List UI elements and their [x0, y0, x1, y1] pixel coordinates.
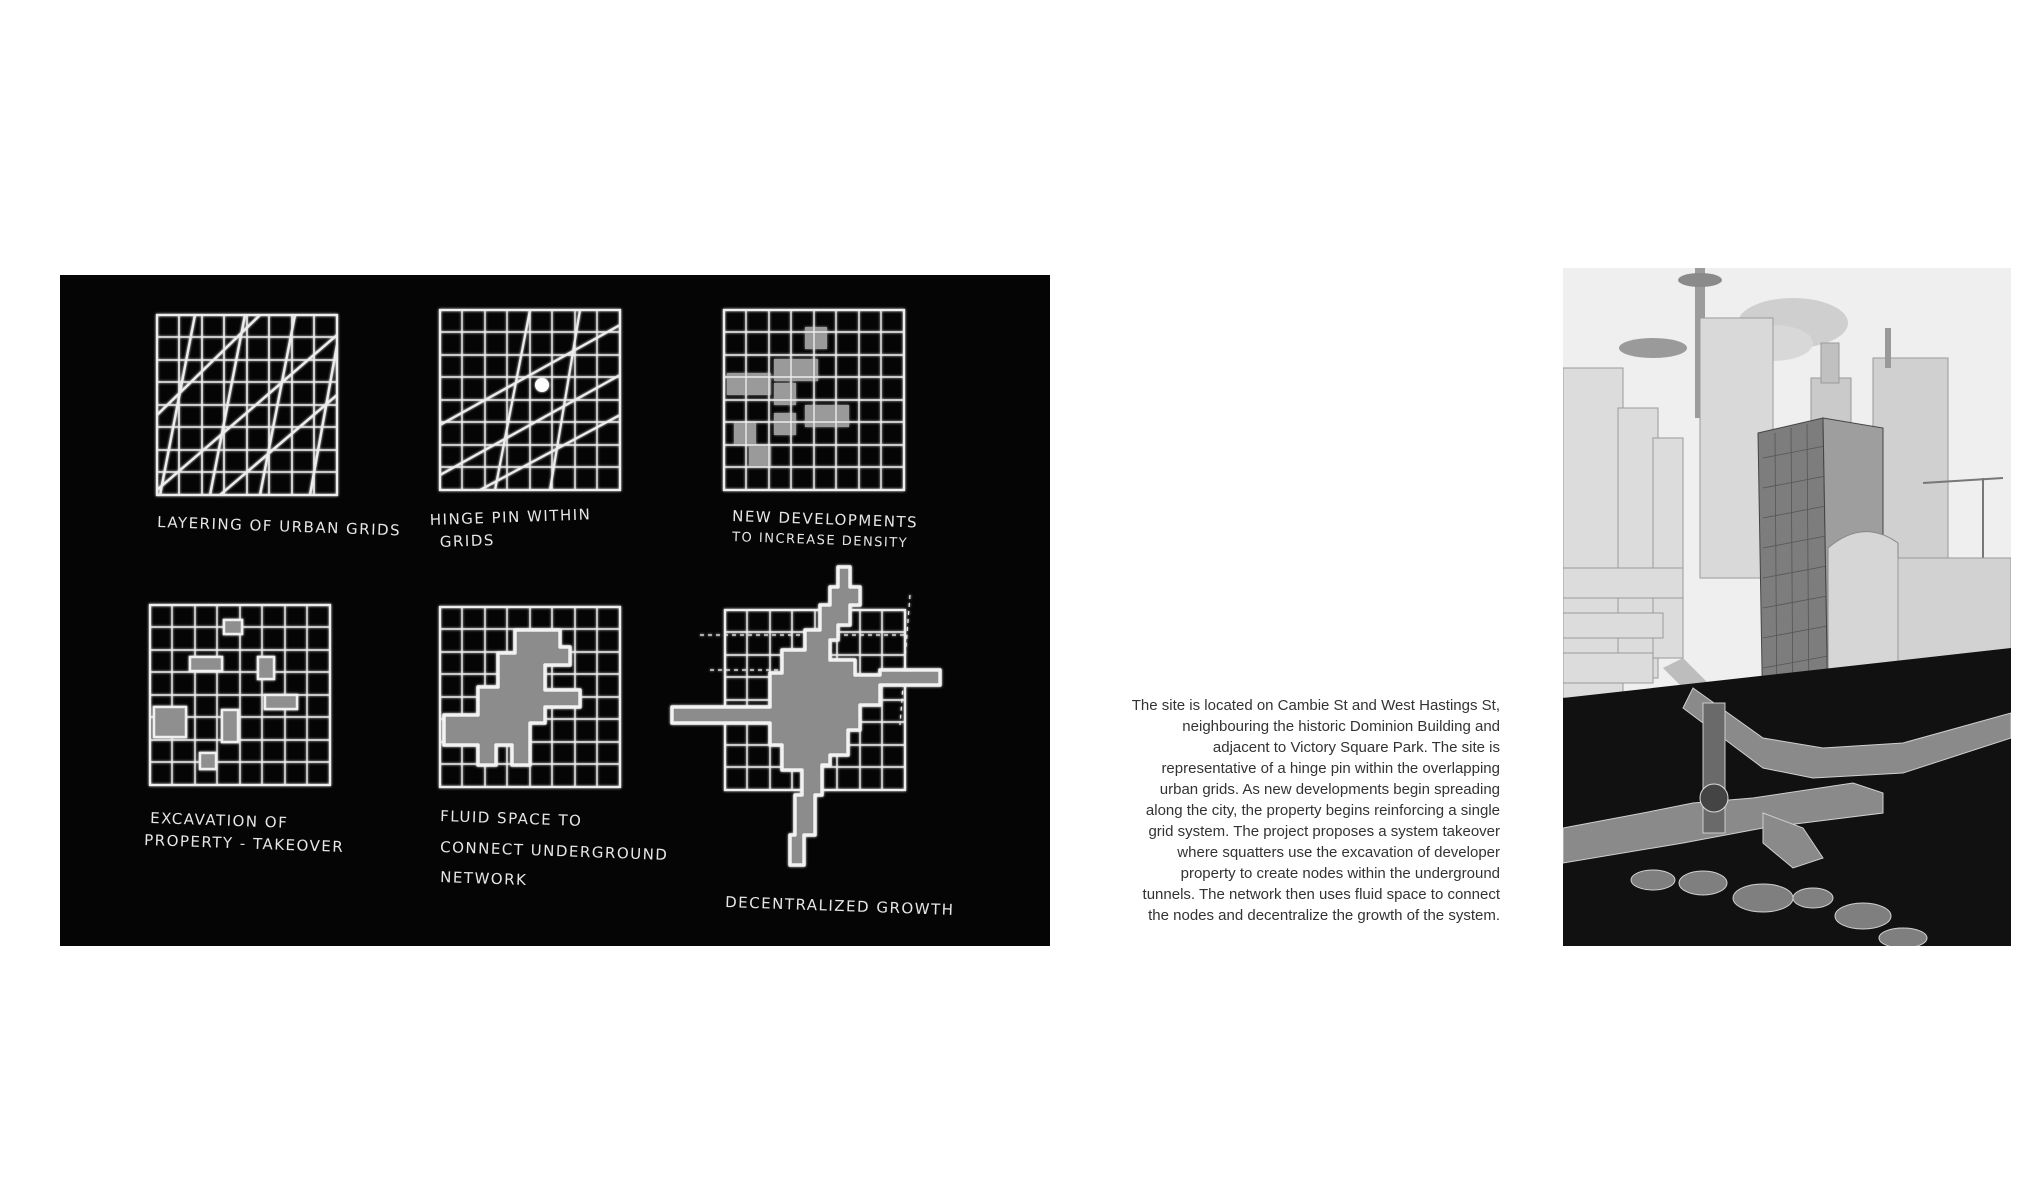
grid-diagrams-svg [60, 275, 1050, 946]
diagram-layering-grids [157, 315, 337, 495]
render-illustration [1563, 268, 2011, 946]
caption-new-developments-1: NEW DEVELOPMENTS [731, 507, 919, 532]
diagram-excavation [150, 605, 330, 785]
caption-decentralized-growth: DECENTRALIZED GROWTH [724, 893, 955, 920]
diagram-new-developments [724, 310, 904, 490]
diagram-hinge-pin [440, 310, 620, 490]
caption-layering: LAYERING OF URBAN GRIDS [156, 513, 402, 540]
caption-fluid-space-3: NETWORK [439, 868, 528, 890]
caption-excavation-1: EXCAVATION OF [149, 809, 289, 832]
perspective-section-render [1563, 268, 2011, 946]
project-description: The site is located on Cambie St and West Hastings St, neighbouring the historic Dominion Building and adjacent to Victory Square Park. The site is representative of a hinge pin within the overlapping urban grids. As new developments begin spreading along the city, the property begins reinforcing a single grid system. The project proposes a system takeover where squatters use the excavation of developer property to create nodes within the underground tunnels. The network then uses fluid space to connect the nodes and decentralize the growth of the system. [1131, 697, 1500, 924]
caption-fluid-space-2: CONNECT UNDERGROUND [439, 838, 669, 864]
caption-hinge-pin-1: HINGE PIN WITHIN [429, 505, 592, 529]
caption-new-developments-2: TO INCREASE DENSITY [731, 530, 909, 552]
caption-hinge-pin-2: GRIDS [439, 531, 496, 551]
caption-excavation-2: PROPERTY - TAKEOVER [143, 831, 345, 856]
grid-diagrams-panel [60, 275, 1050, 946]
diagram-decentralized-growth [672, 567, 940, 865]
diagram-fluid-space [440, 607, 620, 787]
caption-fluid-space-1: FLUID SPACE TO [439, 807, 583, 830]
